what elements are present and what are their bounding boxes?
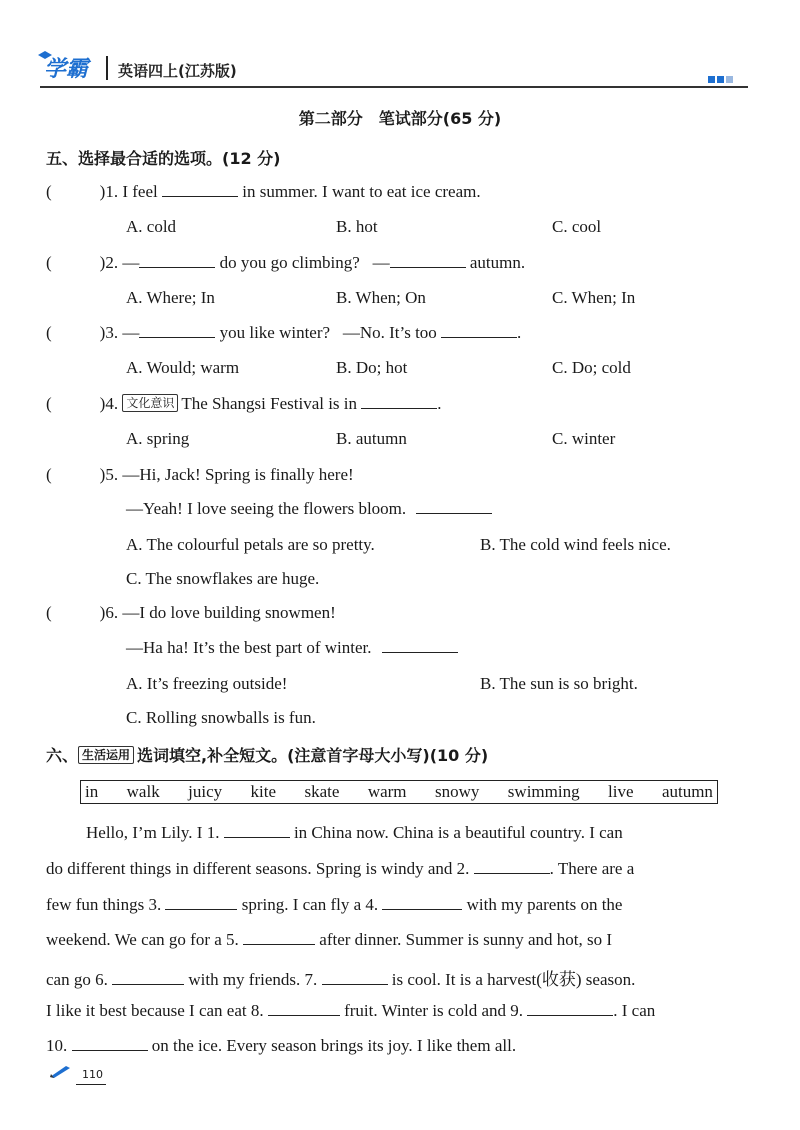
book-subject: 英语四上(江苏版): [118, 62, 237, 80]
question-4: ( )4. 文化意识 The Shangsi Festival is in .: [46, 394, 442, 413]
section5-title: 五、选择最合适的选项。(12 分): [46, 149, 281, 168]
q4-option-b[interactable]: B. autumn: [336, 429, 407, 448]
q4-option-a[interactable]: A. spring: [126, 429, 190, 448]
q2-option-b[interactable]: B. When; On: [336, 288, 426, 307]
word-bank-item: swimming: [507, 782, 580, 801]
q6-option-c[interactable]: C. Rolling snowballs is fun.: [126, 708, 316, 727]
q5-line2: —Yeah! I love seeing the flowers bloom.: [126, 499, 492, 519]
answer-blank[interactable]: [139, 253, 215, 268]
q2-option-a[interactable]: A. Where; In: [126, 288, 215, 307]
answer-blank[interactable]: [72, 1036, 148, 1051]
question-1: ( )1. I feel in summer. I want to eat ice cream.: [46, 182, 481, 201]
decor-squares: [708, 68, 735, 87]
life-tag: 生活运用: [78, 746, 134, 764]
part-title: 第二部分 笔试部分(65 分): [298, 109, 502, 128]
question-5: ( )5. —Hi, Jack! Spring is finally here!: [46, 465, 354, 484]
passage-line-2: do different things in different seasons. Spring is windy and 2. . There are a: [46, 859, 635, 878]
answer-blank[interactable]: [474, 859, 550, 874]
culture-tag: 文化意识: [122, 394, 178, 412]
q6-option-a[interactable]: A. It’s freezing outside!: [126, 674, 288, 693]
answer-blank[interactable]: [361, 394, 437, 409]
answer-blank[interactable]: [268, 1001, 340, 1016]
passage-line-6: I like it best because I can eat 8. fruit. Winter is cold and 9. . I can: [46, 1001, 656, 1020]
word-bank: [80, 780, 718, 804]
answer-blank[interactable]: [416, 499, 492, 514]
q5-option-c[interactable]: C. The snowflakes are huge.: [126, 569, 320, 588]
word-bank-item: autumn: [661, 782, 713, 801]
answer-blank[interactable]: [224, 823, 290, 838]
answer-blank[interactable]: [382, 895, 462, 910]
q5-option-a[interactable]: A. The colourful petals are so pretty.: [126, 535, 375, 554]
page-number: 110: [82, 1068, 103, 1081]
word-bank-item: kite: [250, 782, 277, 801]
passage-line-4: weekend. We can go for a 5. after dinner. Summer is sunny and hot, so I: [46, 930, 613, 949]
answer-blank[interactable]: [322, 970, 388, 985]
word-bank-item: juicy: [188, 782, 223, 801]
footer-rule: [76, 1084, 106, 1085]
q2-option-c[interactable]: C. When; In: [552, 288, 636, 307]
answer-blank[interactable]: [382, 638, 458, 653]
header-divider: [106, 56, 108, 80]
answer-blank[interactable]: [139, 323, 215, 338]
q3-option-b[interactable]: B. Do; hot: [336, 358, 408, 377]
q6-option-b[interactable]: B. The sun is so bright.: [480, 674, 638, 693]
answer-blank[interactable]: [162, 182, 238, 197]
q3-option-c[interactable]: C. Do; cold: [552, 358, 631, 377]
word-bank-item: snowy: [434, 782, 480, 801]
question-2: ( )2. — do you go climbing? — autumn.: [46, 253, 526, 272]
word-bank-item: in: [85, 782, 99, 801]
word-bank-item: live: [608, 782, 634, 801]
brand-logo: 学霸: [44, 57, 89, 82]
answer-blank[interactable]: [112, 970, 184, 985]
q1-option-a[interactable]: A. cold: [126, 217, 177, 236]
q4-option-c[interactable]: C. winter: [552, 429, 616, 448]
question-3: ( )3. — you like winter? —No. It’s too .: [46, 323, 522, 342]
q1-option-c[interactable]: C. cool: [552, 217, 602, 236]
q6-line2: —Ha ha! It’s the best part of winter.: [126, 638, 458, 658]
word-bank-item: warm: [367, 782, 407, 801]
passage-line-1: Hello, I’m Lily. I 1. in China now. China is a beautiful country. I can: [86, 823, 623, 842]
header-rule: [40, 86, 748, 88]
answer-blank[interactable]: [165, 895, 237, 910]
answer-blank[interactable]: [441, 323, 517, 338]
pencil-icon: [48, 1064, 72, 1083]
passage-line-3: few fun things 3. spring. I can fly a 4. with my parents on the: [46, 895, 623, 914]
q3-option-a[interactable]: A. Would; warm: [126, 358, 240, 377]
word-bank-item: walk: [126, 782, 160, 801]
answer-blank[interactable]: [390, 253, 466, 268]
q5-option-b[interactable]: B. The cold wind feels nice.: [480, 535, 671, 554]
word-bank-item: skate: [304, 782, 340, 801]
question-6: ( )6. —I do love building snowmen!: [46, 603, 336, 622]
q1-option-b[interactable]: B. hot: [336, 217, 378, 236]
passage-line-5: can go 6. with my friends. 7. is cool. It is a harvest(收获) season.: [46, 970, 636, 989]
answer-blank[interactable]: [527, 1001, 613, 1016]
answer-blank[interactable]: [243, 930, 315, 945]
passage-line-7: 10. on the ice. Every season brings its joy. I like them all.: [46, 1036, 517, 1055]
section6-title: 六、 生活运用 选词填空,补全短文。(注意首字母大小写)(10 分): [46, 746, 489, 765]
